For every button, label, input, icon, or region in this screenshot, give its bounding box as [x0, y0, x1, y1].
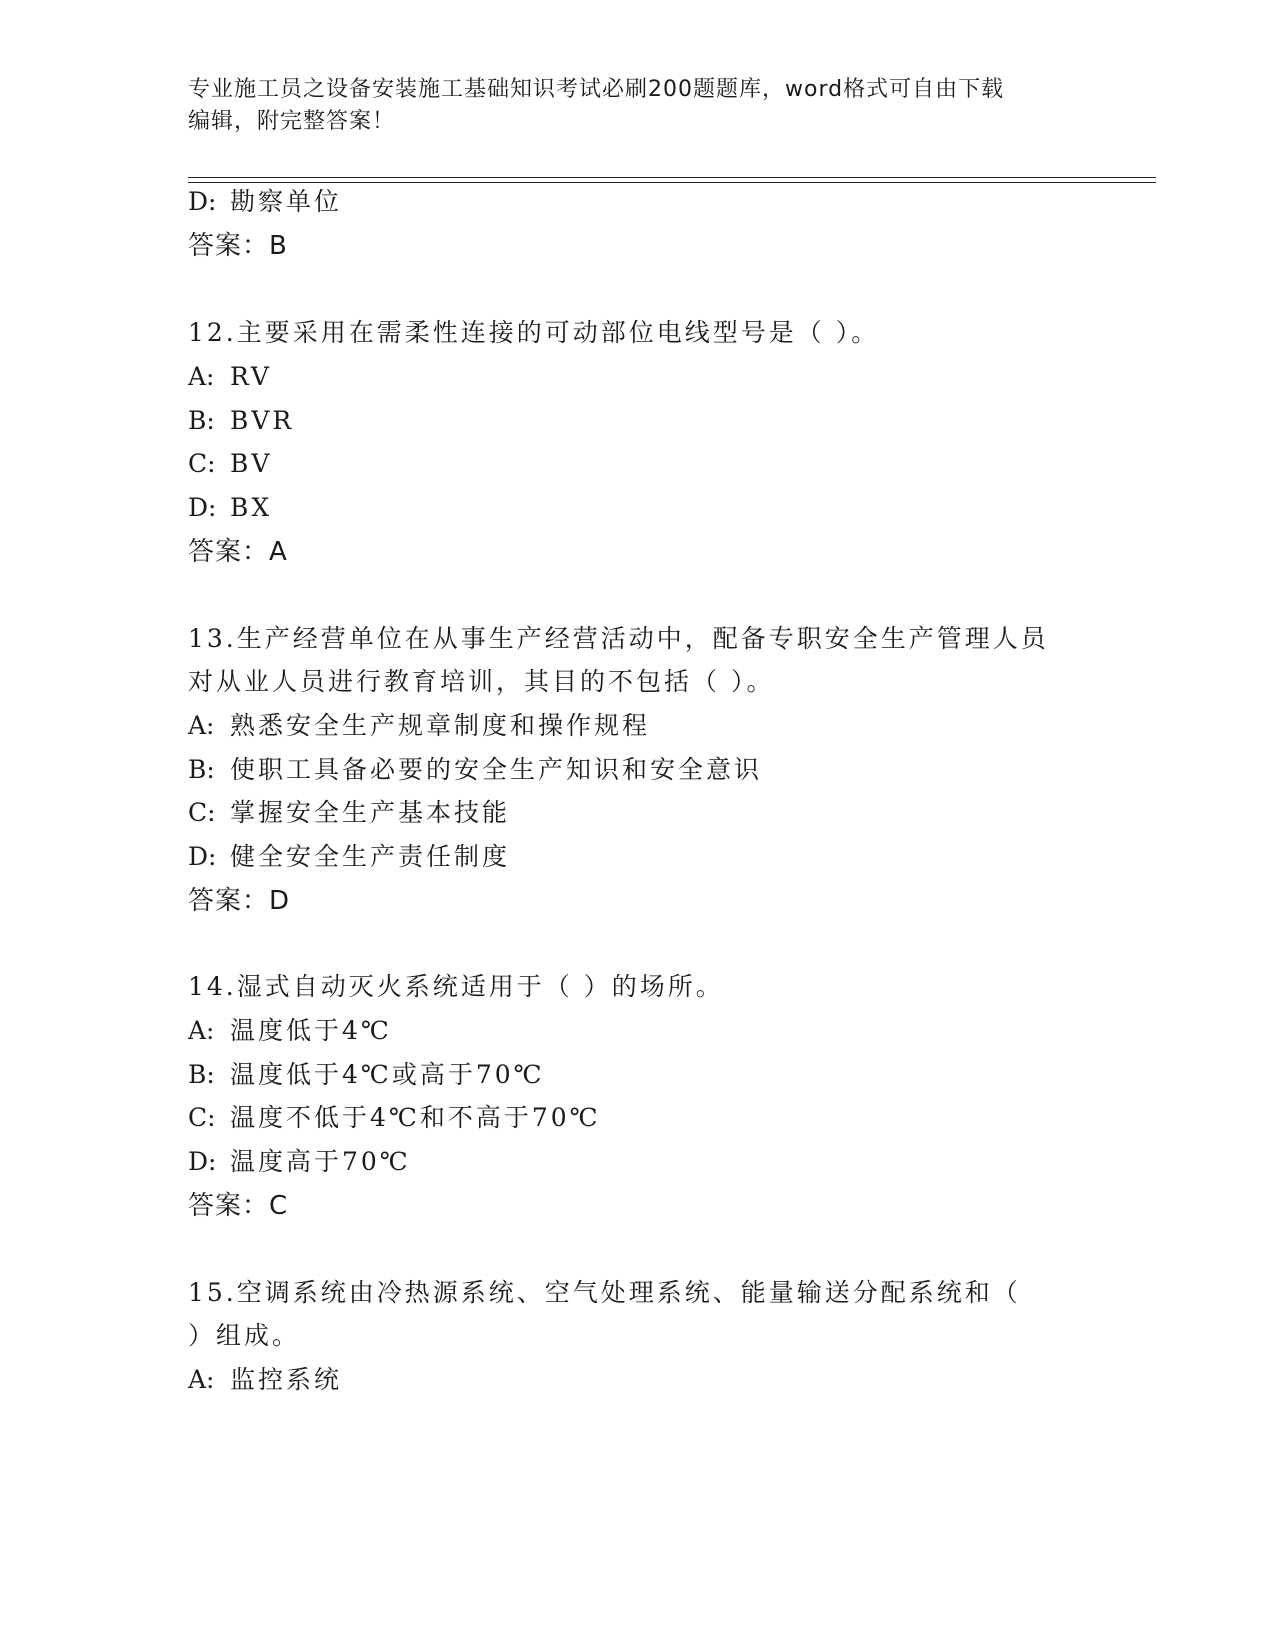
- q12-question: 12.主要采用在需柔性连接的可动部位电线型号是（ ）。: [188, 318, 880, 347]
- header-divider-top: [188, 177, 1156, 178]
- q13-option-d: [188, 840, 510, 874]
- q14-option-b: [188, 1058, 545, 1092]
- option-label: C:: [188, 798, 216, 827]
- q13-answer: 答案：D: [188, 886, 291, 916]
- option-label: D:: [188, 1147, 217, 1176]
- q13-option-a: [188, 709, 650, 743]
- option-text: 健全安全生产责任制度: [230, 842, 511, 871]
- option-label: B:: [188, 1060, 215, 1089]
- option-text: 掌握安全生产基本技能: [230, 798, 511, 827]
- option-label: C:: [188, 1103, 216, 1132]
- q13-option-b: [188, 753, 762, 787]
- q15-question-line-2: ）组成。: [188, 1321, 301, 1350]
- option-text: 勘察单位: [230, 187, 343, 216]
- option-text: 温度高于70℃: [230, 1147, 411, 1176]
- q13-question-line-1: 13.生产经营单位在从事生产经营活动中，配备专职安全生产管理人员: [188, 624, 1049, 653]
- header-line-2: 编辑，附完整答案！: [188, 109, 396, 134]
- q12-option-c: [188, 447, 272, 481]
- header-divider-bottom: [188, 182, 1156, 183]
- q14-answer: 答案：C: [188, 1191, 289, 1221]
- option-text: 温度低于4℃: [230, 1016, 392, 1045]
- option-text: BV: [230, 449, 273, 478]
- option-label: D:: [188, 842, 217, 871]
- option-label: B:: [188, 406, 215, 435]
- option-label: D:: [188, 493, 217, 522]
- q12-answer: 答案：A: [188, 537, 288, 567]
- q11-option-d: [188, 185, 342, 219]
- q14-question: 14.湿式自动灭火系统适用于（ ）的场所。: [188, 972, 724, 1001]
- q13-option-c: [188, 796, 510, 830]
- q11-answer: 答案：B: [188, 231, 288, 261]
- option-text: 使职工具备必要的安全生产知识和安全意识: [230, 755, 763, 784]
- option-text: 温度不低于4℃和不高于70℃: [230, 1103, 601, 1132]
- option-text: 监控系统: [230, 1365, 343, 1394]
- q12-option-b: [188, 404, 294, 438]
- q13-question-line-2: 对从业人员进行教育培训，其目的不包括（ ）。: [188, 667, 775, 696]
- option-label: A:: [188, 362, 215, 391]
- document-header: [188, 74, 1088, 138]
- option-label: D:: [188, 187, 217, 216]
- option-text: 熟悉安全生产规章制度和操作规程: [230, 711, 651, 740]
- q15-question-line-1: 15.空调系统由冷热源系统、空气处理系统、能量输送分配系统和（: [188, 1278, 1021, 1307]
- option-text: RV: [230, 362, 272, 391]
- header-line-1: 专业施工员之设备安装施工基础知识考试必刷200题题库，word格式可自由下载: [188, 77, 1005, 102]
- q12-option-a: [188, 360, 272, 394]
- option-label: A:: [188, 711, 215, 740]
- q14-option-c: [188, 1101, 601, 1135]
- q14-option-d: [188, 1145, 411, 1179]
- option-label: A:: [188, 1016, 215, 1045]
- option-text: 温度低于4℃或高于70℃: [230, 1060, 545, 1089]
- option-label: C:: [188, 449, 216, 478]
- q12-option-d: [188, 491, 272, 525]
- option-text: BX: [230, 493, 273, 522]
- option-label: B:: [188, 755, 215, 784]
- option-label: A:: [188, 1365, 215, 1394]
- option-text: BVR: [230, 406, 295, 435]
- q15-option-a: [188, 1363, 342, 1397]
- q14-option-a: [188, 1014, 392, 1048]
